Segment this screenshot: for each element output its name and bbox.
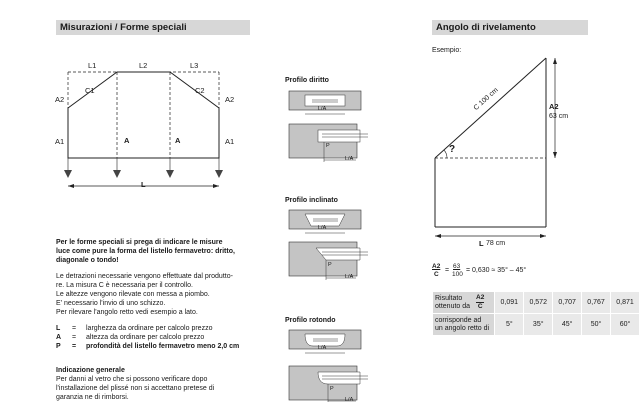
profile-inclined-la-bottom: L/A [345,274,354,280]
section-header-measurements: Misurazioni / Forme speciali [56,20,250,35]
label-a2: A2 [549,102,559,111]
label-a1-left: A1 [55,137,65,146]
profile-round-p: P [330,386,334,392]
label-l1: L1 [88,61,97,70]
profile-straight-title: Profilo diritto [285,77,329,84]
general-note-title: Indicazione generale [56,367,125,374]
profile-round-la-bottom: L/A [345,397,354,403]
label-l-right: L [479,239,484,248]
profile-round-title: Profilo rotondo [285,317,336,324]
profile-straight-la-bottom: L/A [345,156,354,162]
label-l3: L3 [190,61,199,70]
label-l: L [141,180,146,189]
label-l-value: 78 cm [486,240,506,247]
table-row: corrisponde ad un angolo retto di 5° 35° 45° 50° 60° [433,314,640,336]
label-a2-left: A2 [55,95,65,104]
label-a2-right: A2 [225,95,235,104]
profile-round-la-top: L/A [318,345,327,351]
angle-results-table [432,291,640,336]
section-header-angle: Angolo di rivelamento [432,20,588,35]
label-c-100cm: C 100 cm [472,86,500,112]
label-a-left: A [124,136,130,145]
intro-text: Per le forme speciali si prega di indicare le misure luce come pure la forma del listello fermavetro: dritto, diagonale o tondo! [56,239,235,264]
label-a-right: A [175,136,181,145]
general-note: Indicazione generale Per danni al vetro che si possono verificare dopo l'installazione del plissé non si accettano pretese di garanzia ne di rimborsi. [56,367,215,401]
instructions-paragraph: Le detrazioni necessarie vengono effettuate dal produtto- re. La misura C è necessaria per il controllo. Le altezze vengono rilevate con messa a piombo. E' necessario l'invio di uno schizzo. Per rilevare l'angolo retto vedi esempio a lato. [56,273,233,316]
label-a2-value: 63 cm [549,113,569,120]
question-mark: ? [449,144,456,155]
label-c1: C1 [85,86,95,95]
table-row: Risultato ottenuto da A2 C 0,091 0,572 0,707 0,767 0,871 [433,292,640,314]
profile-inclined-p: P [328,262,332,268]
label-c2: C2 [195,86,205,95]
profile-straight-la-top: L/A [318,106,327,112]
label-l2: L2 [139,61,148,70]
profile-inclined-la-top: L/A [318,225,327,231]
profile-straight-p: P [326,143,330,149]
profile-inclined-title: Profilo inclinato [285,197,338,204]
label-a1-right: A1 [225,137,235,146]
example-label: Esempio: [432,47,462,54]
